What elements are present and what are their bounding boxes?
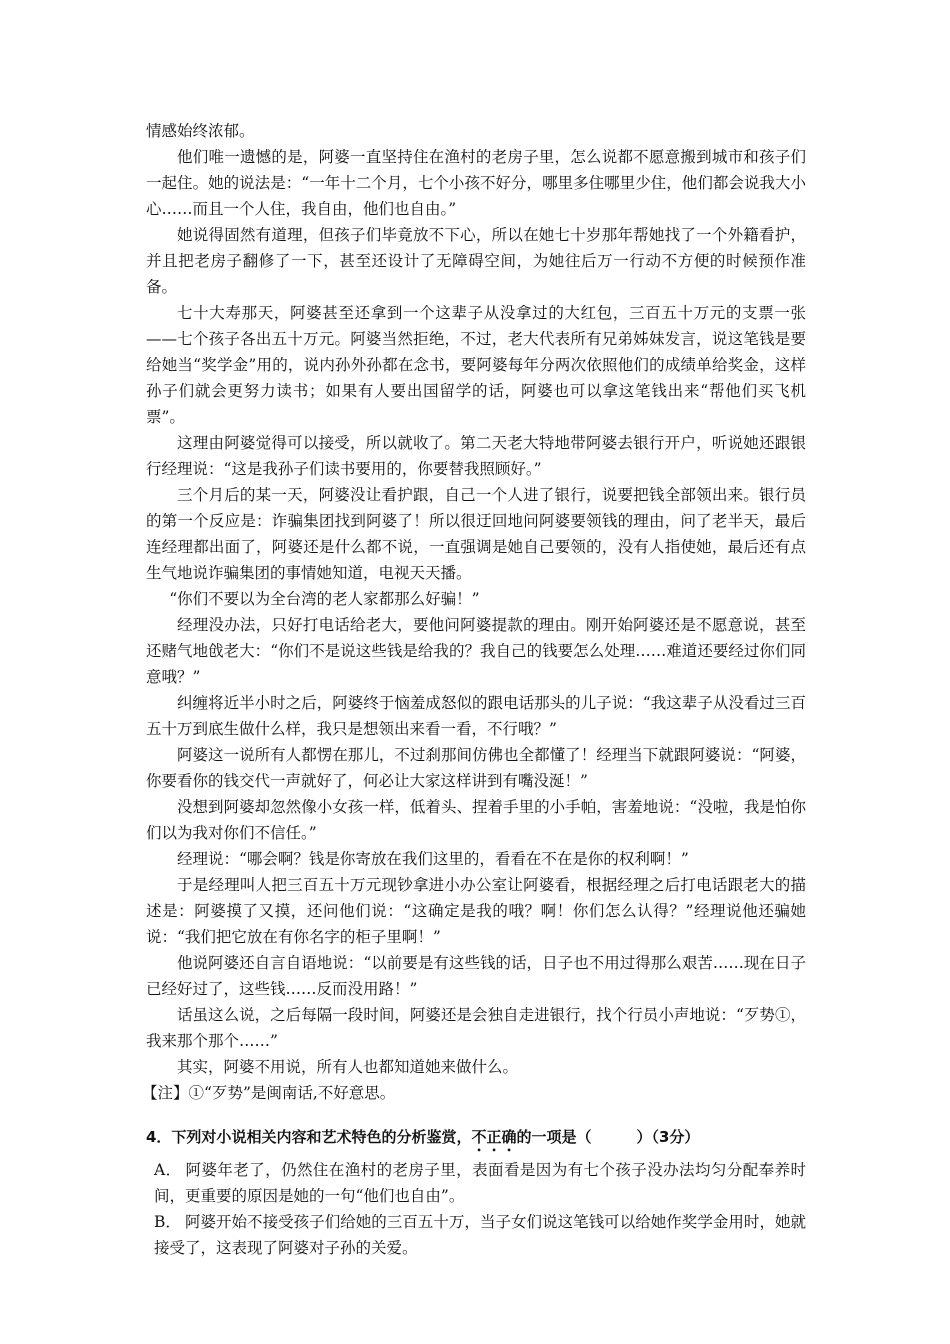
- option-a-letter: A．: [154, 1161, 182, 1179]
- story-paragraph-13: 于是经理叫人把三百五十万元现钞拿进小办公室让阿婆看，根据经理之后打电话跟老大的描述是：阿婆摸了又摸，还问他们说：“这确定是我的哦？啊！你们怎么认得？”经理说他还骗她说：“我们把它放在有你名字的柜子里啊！”: [146, 876, 806, 946]
- story-paragraph-16: 其实，阿婆不用说，所有人也都知道她来做什么。: [177, 1058, 519, 1076]
- story-paragraph-8: 经理没办法，只好打电话给老大，要他问阿婆提款的理由。刚开始阿婆还是不愿意说，甚至还赌气地戗老大：“你们不是说这些钱是给我的？我自己的钱要怎么处理……难道还要经过你们同意哦？”: [146, 616, 806, 686]
- story-paragraph-3: 她说得固然有道理，但孩子们毕竟放不下心，所以在她七十岁那年帮她找了一个外籍看护，并且把老房子翻修了一下，甚至还设计了无障碍空间，为她往后万一行动不方便的时候预作准备。: [146, 226, 806, 296]
- story-paragraph-4: 七十大寿那天，阿婆甚至还拿到一个这辈子从没拿过的大红包，三百五十万元的支票一张——七个孩子各出五十万元。阿婆当然拒绝，不过，老大代表所有兄弟姊妹发言，说这笔钱是要给她当“奖学金”用的，说内孙外孙都在念书，要阿婆每年分两次依照他们的成绩单给奖金，这样孙子们就会更努力读书；如果有人要出国留学的话，阿婆也可以拿这笔钱出来“帮他们买飞机票”。: [146, 304, 806, 426]
- option-a: [146, 1157, 806, 1209]
- story-paragraph-6: 三个月后的某一天，阿婆没让看护跟，自己一个人进了银行，说要把钱全部领出来。银行员的第一个反应是：诈骗集团找到阿婆了！所以很迂回地问阿婆要领钱的理由，问了老半天，最后连经理都出面了，阿婆还是什么都不说，一直强调是她自己要领的，没有人指使她，最后还有点生气地说诈骗集团的事情她知道，电视天天播。: [146, 486, 806, 582]
- option-a-text: 阿婆年老了，仍然住在渔村的老房子里，表面看是因为有七个孩子没办法均匀分配奉养时间，更重要的原因是她的一句“他们也自由”。: [154, 1161, 806, 1205]
- story-paragraph-12: 经理说：“哪会啊？钱是你寄放在我们这里的，看看在不在是你的权利啊！”: [177, 850, 689, 868]
- question-emphasis: 不正确: [471, 1128, 517, 1146]
- option-b-letter: B．: [154, 1213, 181, 1231]
- question-4-stem: [146, 1124, 806, 1155]
- story-paragraph-14: 他说阿婆还自言自语地说：“以前要是有这些钱的话，日子也不用过得那么艰苦……现在日子已经好过了，这些钱……反而没用路！”: [146, 954, 806, 998]
- story-paragraph-2: 他们唯一遗憾的是，阿婆一直坚持住在渔村的老房子里，怎么说都不愿意搬到城市和孩子们一起住。她的说法是：“一年十二个月，七个小孩不好分，哪里多住哪里少住，他们都会说我大小心……而且一个人住，我自由，他们也自由。”: [146, 148, 806, 218]
- footnote-text: ①“歹势”是闽南话,不好意思。: [188, 1084, 396, 1102]
- footnote-tag: 【注】: [142, 1084, 189, 1102]
- document-page: [142, 118, 806, 1261]
- question-prefix: 4．下列对小说相关内容和艺术特色的分析鉴赏，: [146, 1128, 472, 1146]
- story-paragraph-15: 话虽这么说，之后每隔一段时间，阿婆还是会独自走进银行，找个行员小声地说：“歹势①，我来那个那个……”: [146, 1006, 806, 1050]
- question-suffix: 的一项是（ ）（3分）: [516, 1128, 700, 1146]
- option-b: [146, 1209, 806, 1261]
- option-b-text: 阿婆开始不接受孩子们给她的三百五十万，当子女们说这笔钱可以给她作奖学金用时，她就接受了，这表现了阿婆对子孙的关爱。: [154, 1213, 806, 1257]
- story-paragraph-9: 纠缠将近半小时之后，阿婆终于恼羞成怒似的跟电话那头的儿子说：“我这辈子从没看过三百五十万到底生做什么样，我只是想领出来看一看，不行哦？”: [146, 694, 806, 738]
- story-paragraph-7: “你们不要以为全台湾的老人家都那么好骗！”: [169, 590, 480, 608]
- story-paragraph-10: 阿婆这一说所有人都愣在那儿，不过刹那间仿佛也全都懂了！经理当下就跟阿婆说：“阿婆，你要看你的钱交代一声就好了，何必让大家这样讲到有嘴没涎！”: [146, 746, 806, 790]
- footnote: [142, 1080, 806, 1106]
- story-paragraph-5: 这理由阿婆觉得可以接受，所以就收了。第二天老大特地带阿婆去银行开户，听说她还跟银行经理说：“这是我孙子们读书要用的，你要替我照顾好。”: [146, 434, 806, 478]
- story-paragraph-11: 没想到阿婆却忽然像小女孩一样，低着头、捏着手里的小手帕，害羞地说：“没啦，我是怕你们以为我对你们不信任。”: [146, 798, 806, 842]
- story-paragraph-1: 情感始终浓郁。: [146, 122, 255, 140]
